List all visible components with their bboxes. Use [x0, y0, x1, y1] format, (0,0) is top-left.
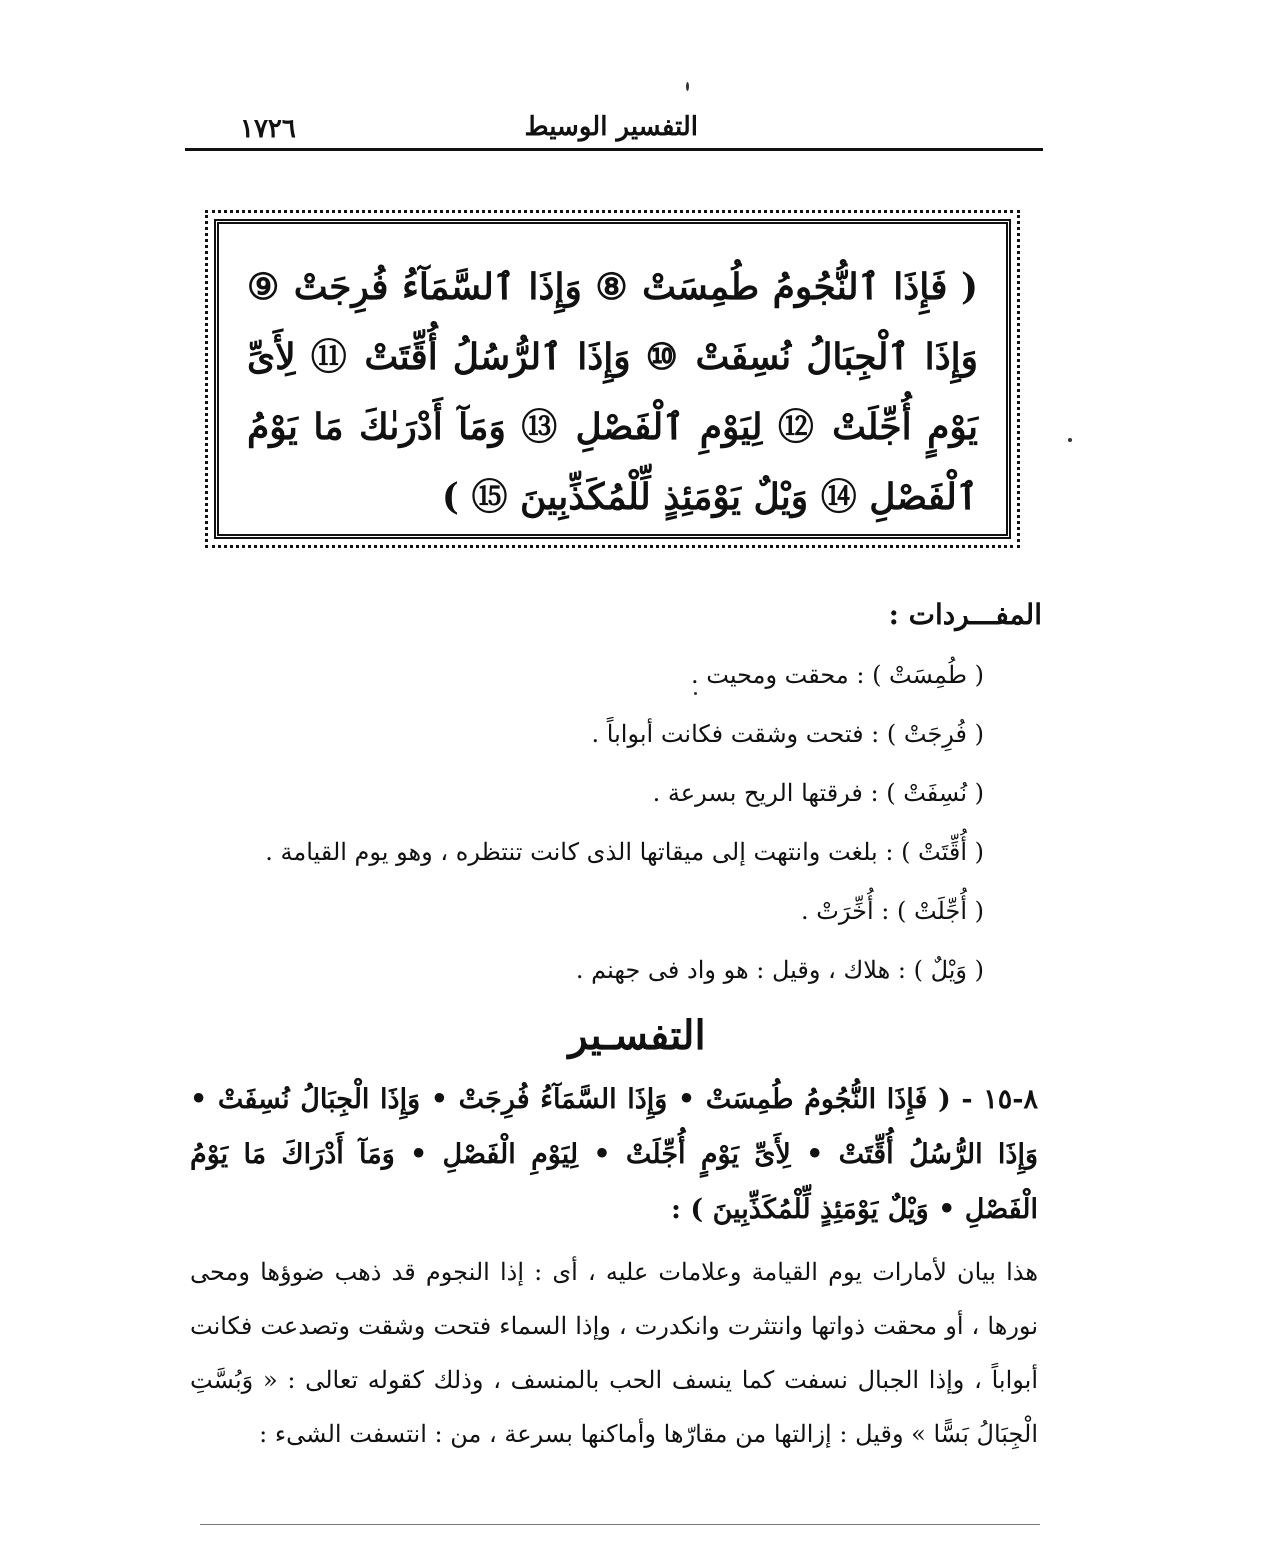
running-title: التفسير الوسيط [524, 112, 698, 142]
tafsir-heading: التفسـير [568, 1012, 706, 1059]
vocabulary-item: ( أُجِّلَتْ ) : أُخِّرَتْ . [801, 897, 984, 925]
print-speck [686, 82, 689, 91]
quran-verses: ( فَإِذَا ٱلنُّجُومُ طُمِسَتْ ⑧ وَإِذَا ٱلسَّمَآءُ فُرِجَتْ ⑨ وَإِذَا ٱلْجِبَالُ نُسِفَتْ ⑩ وَإِذَا ٱلرُّسُلُ أُقِّتَتْ ⑪ لِأَىِّ يَوْمٍ أُجِّلَتْ ⑫ لِيَوْمِ ٱلْفَصْلِ ⑬ وَمَآ أَدْرَىٰكَ مَا يَوْمُ ٱلْفَصْلِ ⑭ وَيْلٌ يَوْمَئِذٍ لِّلْمُكَذِّبِينَ ⑮ ) [247, 266, 978, 518]
vocabulary-list [224, 650, 984, 1004]
vocabulary-item: ( أُقِّتَتْ ) : بلغت وانتهت إلى ميقاتها الذى كانت تنتظره ، وهو يوم القيامة . [265, 838, 984, 866]
tafsir-verses: ٨-١٥ - ( فَإِذَا النُّجُومُ طُمِسَتْ • وَإِذَا السَّمَآءُ فُرِجَتْ • وَإِذَا الْجِبَالُ نُسِفَتْ • وَإِذَا الرُّسُلُ أُقِّتَتْ • لِأَىِّ يَوْمٍ أُجِّلَتْ • لِيَوْمِ الْفَصْلِ • وَمَآ أَدْرَاكَ مَا يَوْمُ الْفَصْلِ • وَيْلٌ يَوْمَئِذٍ لِّلْمُكَذِّبِينَ ) : [190, 1084, 1038, 1225]
vocabulary-item: ( نُسِفَتْ ) : فرقتها الريح بسرعة . [652, 779, 984, 807]
vocabulary-item: ( طُمِسَتْ ) : محقت ومحيت . [691, 661, 984, 689]
vocabulary-item: ( وَيْلٌ ) : هلاك ، وقيل : هو واد فى جهنم . [575, 956, 984, 984]
page-number: ١٧٢٦ [240, 114, 296, 144]
commentary-paragraph: هذا بيان لأمارات يوم القيامة وعلامات عليه ، أى : إذا النجوم قد ذهب ضوؤها ومحى نورها ، أو محقت ذواتها وانتثرت وانكدرت ، وإذا السماء فتحت وشقت وتصدعت فكانت أبواباً ، وإذا الجبال نسفت كما ينسف الحب بالمنسف ، وذلك كقوله تعالى : « وَبُسَّتِ الْجِبَالُ بَسًّا » وقيل : إزالتها من مقارّها وأماكنها بسرعة ، من : انتسفت الشىء : [190, 1258, 1038, 1448]
vocabulary-heading: المفـــردات : [888, 598, 1042, 631]
footer-rule [200, 1524, 1040, 1525]
print-speck [694, 692, 697, 695]
page-header [185, 108, 1043, 151]
print-speck [1068, 438, 1072, 442]
vocabulary-item: ( فُرِجَتْ ) : فتحت وشقت فكانت أبواباً . [591, 720, 984, 748]
verse-frame-inner [214, 219, 1011, 539]
verse-frame [205, 210, 1020, 548]
